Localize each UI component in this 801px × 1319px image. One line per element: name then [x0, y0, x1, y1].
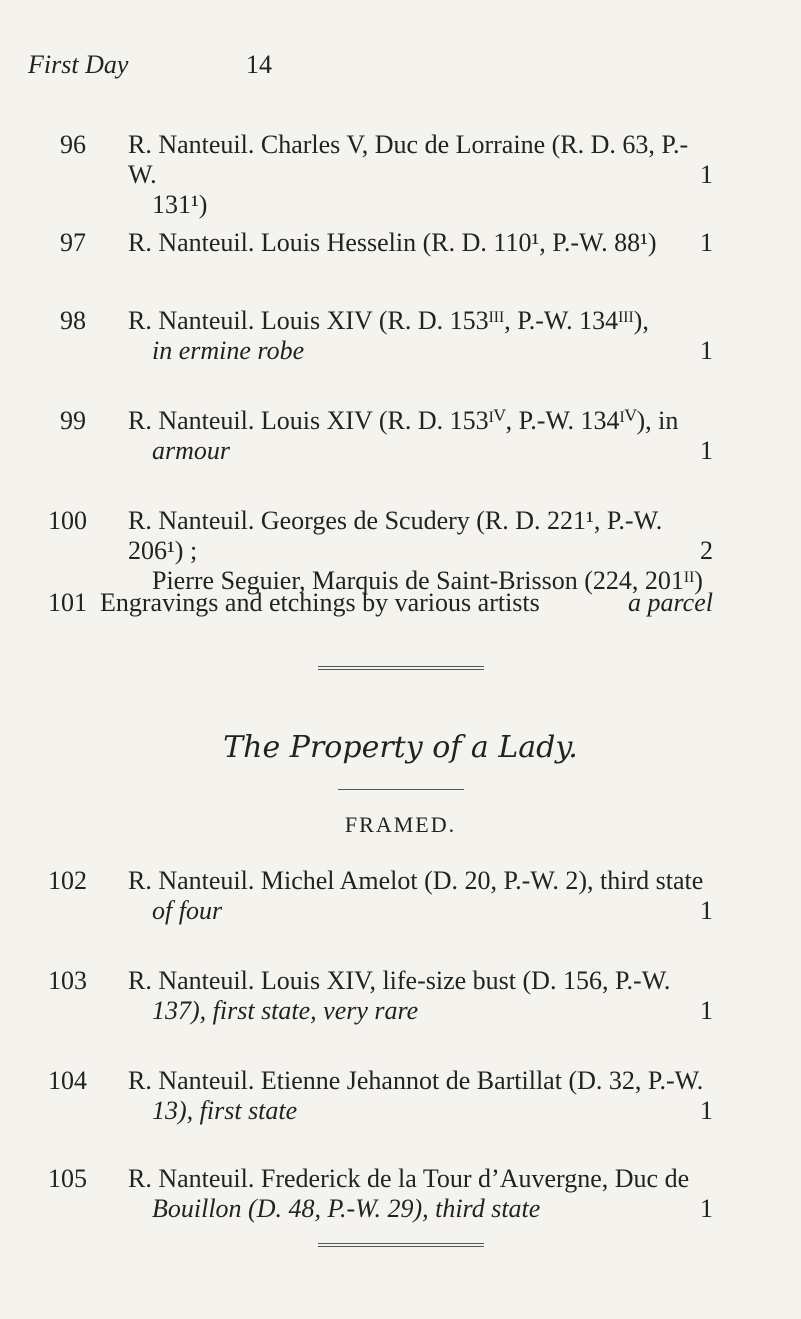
lot-line-1: R. Nanteuil. Louis XIV, life-size bust (D. 156, P.-W.: [128, 966, 671, 995]
lot-line-2: 131¹): [152, 190, 208, 219]
lot-line-1: R. Nanteuil. Michel Amelot (D. 20, P.-W. 2), third state: [128, 866, 704, 895]
lot-number: 99: [60, 406, 86, 435]
lot-quantity: 1: [700, 996, 713, 1025]
lot-description: [128, 406, 705, 466]
lot-line-2: Pierre Seguier, Marquis de Saint-Brisson (224, 201ᴵᴵ): [152, 566, 703, 595]
lot-number: 101: [48, 588, 87, 617]
lot-quantity: a parcel: [628, 588, 713, 617]
page-header: [28, 50, 761, 90]
section-heading: The Property of a Lady.: [223, 730, 578, 765]
lot-line-2: 13), first state: [152, 1096, 298, 1125]
lot-quantity: 1: [700, 1194, 713, 1223]
lot-line-1: R. Nanteuil. Louis Hesselin (R. D. 110¹, P.-W. 88¹): [128, 228, 657, 257]
lot-number: 97: [60, 228, 86, 257]
end-divider: [318, 1243, 484, 1244]
lot-quantity: 1: [700, 160, 713, 189]
lot-quantity: 2: [700, 536, 713, 565]
lot-description: [128, 506, 705, 596]
lot-line-1: R. Nanteuil. Louis XIV (R. D. 153ᴵᴵᴵ, P.-W. 134ᴵᴵᴵ),: [128, 306, 649, 335]
lot-number: 104: [48, 1066, 87, 1095]
lot-number: 105: [48, 1164, 87, 1193]
lot-description: [128, 130, 705, 220]
lot-line-1: R. Nanteuil. Georges de Scudery (R. D. 221¹, P.-W. 206¹) ;: [128, 506, 663, 565]
section-divider: [318, 666, 484, 667]
lot-line-2: 137), first state, very rare: [152, 996, 419, 1025]
lot-line-1: R. Nanteuil. Charles V, Duc de Lorraine (R. D. 63, P.-W.: [128, 130, 689, 189]
lot-number: 100: [48, 506, 87, 535]
lot-quantity: 1: [700, 896, 713, 925]
day-title: First Day: [28, 50, 129, 79]
lot-line-1: R. Nanteuil. Etienne Jehannot de Bartillat (D. 32, P.-W.: [128, 1066, 704, 1095]
lot-description: [128, 228, 705, 258]
lot-quantity: 1: [700, 1096, 713, 1125]
lot-line-2: armour: [152, 436, 231, 465]
lot-description: [100, 588, 705, 618]
lot-line-1: R. Nanteuil. Frederick de la Tour d’Auvergne, Duc de: [128, 1164, 690, 1193]
lot-description: [128, 1066, 705, 1126]
lot-quantity: 1: [700, 336, 713, 365]
lot-number: 103: [48, 966, 87, 995]
lot-quantity: 1: [700, 436, 713, 465]
lot-description: [128, 966, 705, 1026]
lot-number: 96: [60, 130, 86, 159]
lot-description: [128, 866, 705, 926]
lot-line-2: Bouillon (D. 48, P.-W. 29), third state: [152, 1194, 541, 1223]
section-subheading: FRAMED.: [344, 812, 457, 837]
lot-number: 102: [48, 866, 87, 895]
lot-description: [128, 1164, 705, 1224]
lot-description: [128, 306, 705, 366]
page-number: 14: [246, 50, 272, 79]
lot-line-2: of four: [152, 896, 223, 925]
lot-line-1: R. Nanteuil. Louis XIV (R. D. 153ᴵⱽ, P.-W. 134ᴵⱽ), in: [128, 406, 679, 435]
heading-underline: [338, 789, 464, 790]
lot-line-2: in ermine robe: [152, 336, 305, 365]
lot-number: 98: [60, 306, 86, 335]
lot-quantity: 1: [700, 228, 713, 257]
lot-line-1: Engravings and etchings by various artists: [100, 588, 540, 617]
